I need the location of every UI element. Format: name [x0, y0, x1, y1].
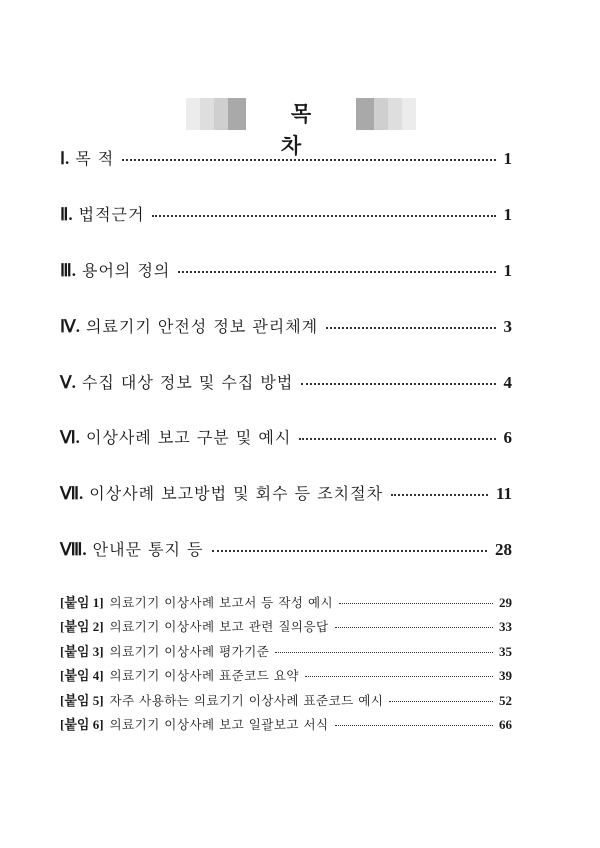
appendix-page: 66 [499, 717, 512, 732]
leader-dots [122, 158, 495, 161]
leader-dots [301, 382, 495, 385]
toc-item[interactable] [60, 314, 512, 337]
toc-page: 3 [503, 317, 512, 336]
leader-dots [212, 549, 487, 552]
toc-label: 용어의 정의 [81, 261, 171, 280]
appendix-tag: [붙임 4] [60, 668, 104, 683]
appendix-label: 의료기기 이상사례 표준코드 요약 [109, 668, 300, 683]
appendix-item[interactable] [60, 592, 512, 611]
toc-number: Ⅱ. [60, 205, 73, 224]
toc-item[interactable] [60, 258, 512, 281]
appendix-tag: [붙임 6] [60, 717, 104, 732]
leader-dots [152, 214, 495, 217]
leader-dots [299, 437, 495, 440]
appendix-page: 52 [499, 693, 512, 708]
toc-number: Ⅷ. [60, 540, 87, 559]
appendix-item[interactable] [60, 665, 512, 684]
toc-number: Ⅴ. [60, 373, 76, 392]
leader-dots [326, 326, 495, 329]
toc-label: 이상사례 보고 구분 및 예시 [85, 428, 292, 447]
toc-page: 1 [503, 261, 512, 280]
toc-number: Ⅵ. [60, 428, 80, 447]
toc-label: 목 적 [75, 149, 115, 168]
leader-dots [339, 602, 493, 604]
leader-dots [305, 675, 493, 677]
toc-item[interactable] [60, 202, 512, 225]
appendix-tag: [붙임 5] [60, 693, 104, 708]
leader-dots [178, 270, 495, 273]
appendix-page: 39 [499, 668, 512, 683]
appendix-label: 의료기기 이상사례 평가기준 [109, 644, 270, 659]
appendix-tag: [붙임 2] [60, 619, 104, 634]
toc-label: 의료기기 안전성 정보 관리체계 [85, 317, 319, 336]
title-block [0, 98, 600, 158]
title-decoration-right [356, 98, 416, 130]
appendix-label: 의료기기 이상사례 보고 관련 질의응답 [109, 619, 329, 634]
toc-label: 안내문 통지 등 [92, 540, 204, 559]
leader-dots [389, 700, 493, 702]
toc-item[interactable] [60, 425, 512, 448]
appendix-label: 의료기기 이상사례 보고 일괄보고 서식 [109, 717, 329, 732]
toc-label: 법적근거 [78, 205, 145, 224]
page-title: 목 차 [280, 102, 332, 158]
appendix-item[interactable] [60, 714, 512, 733]
toc-number: Ⅲ. [60, 261, 76, 280]
leader-dots [335, 626, 493, 628]
appendix-page: 29 [499, 595, 512, 610]
appendix-page: 35 [499, 644, 512, 659]
toc-item[interactable] [60, 537, 512, 560]
leader-dots [335, 724, 493, 726]
toc-label: 이상사례 보고방법 및 회수 등 조치절차 [89, 484, 384, 503]
appendix-item[interactable] [60, 690, 512, 709]
toc-page: 1 [503, 205, 512, 224]
toc-item[interactable] [60, 481, 512, 504]
toc-page: 28 [495, 540, 512, 559]
appendix-item[interactable] [60, 641, 512, 660]
toc-item[interactable] [60, 370, 512, 393]
appendix-item[interactable] [60, 616, 512, 635]
appendix-label: 자주 사용하는 의료기기 이상사례 표준코드 예시 [109, 693, 384, 708]
toc-number: Ⅰ. [60, 149, 70, 168]
leader-dots [275, 651, 493, 653]
toc-number: Ⅶ. [60, 484, 84, 503]
toc-page: 6 [503, 428, 512, 447]
appendix-page: 33 [499, 619, 512, 634]
title-decoration-left [186, 98, 246, 130]
toc-item[interactable] [60, 146, 512, 169]
appendix-tag: [붙임 1] [60, 595, 104, 610]
leader-dots [391, 493, 488, 496]
toc-page: 1 [503, 149, 512, 168]
toc-label: 수집 대상 정보 및 수집 방법 [81, 373, 294, 392]
toc-number: Ⅳ. [60, 317, 80, 336]
toc-page: 4 [503, 373, 512, 392]
appendix-tag: [붙임 3] [60, 644, 104, 659]
appendix-label: 의료기기 이상사례 보고서 등 작성 예시 [109, 595, 334, 610]
toc-page: 11 [495, 484, 512, 503]
